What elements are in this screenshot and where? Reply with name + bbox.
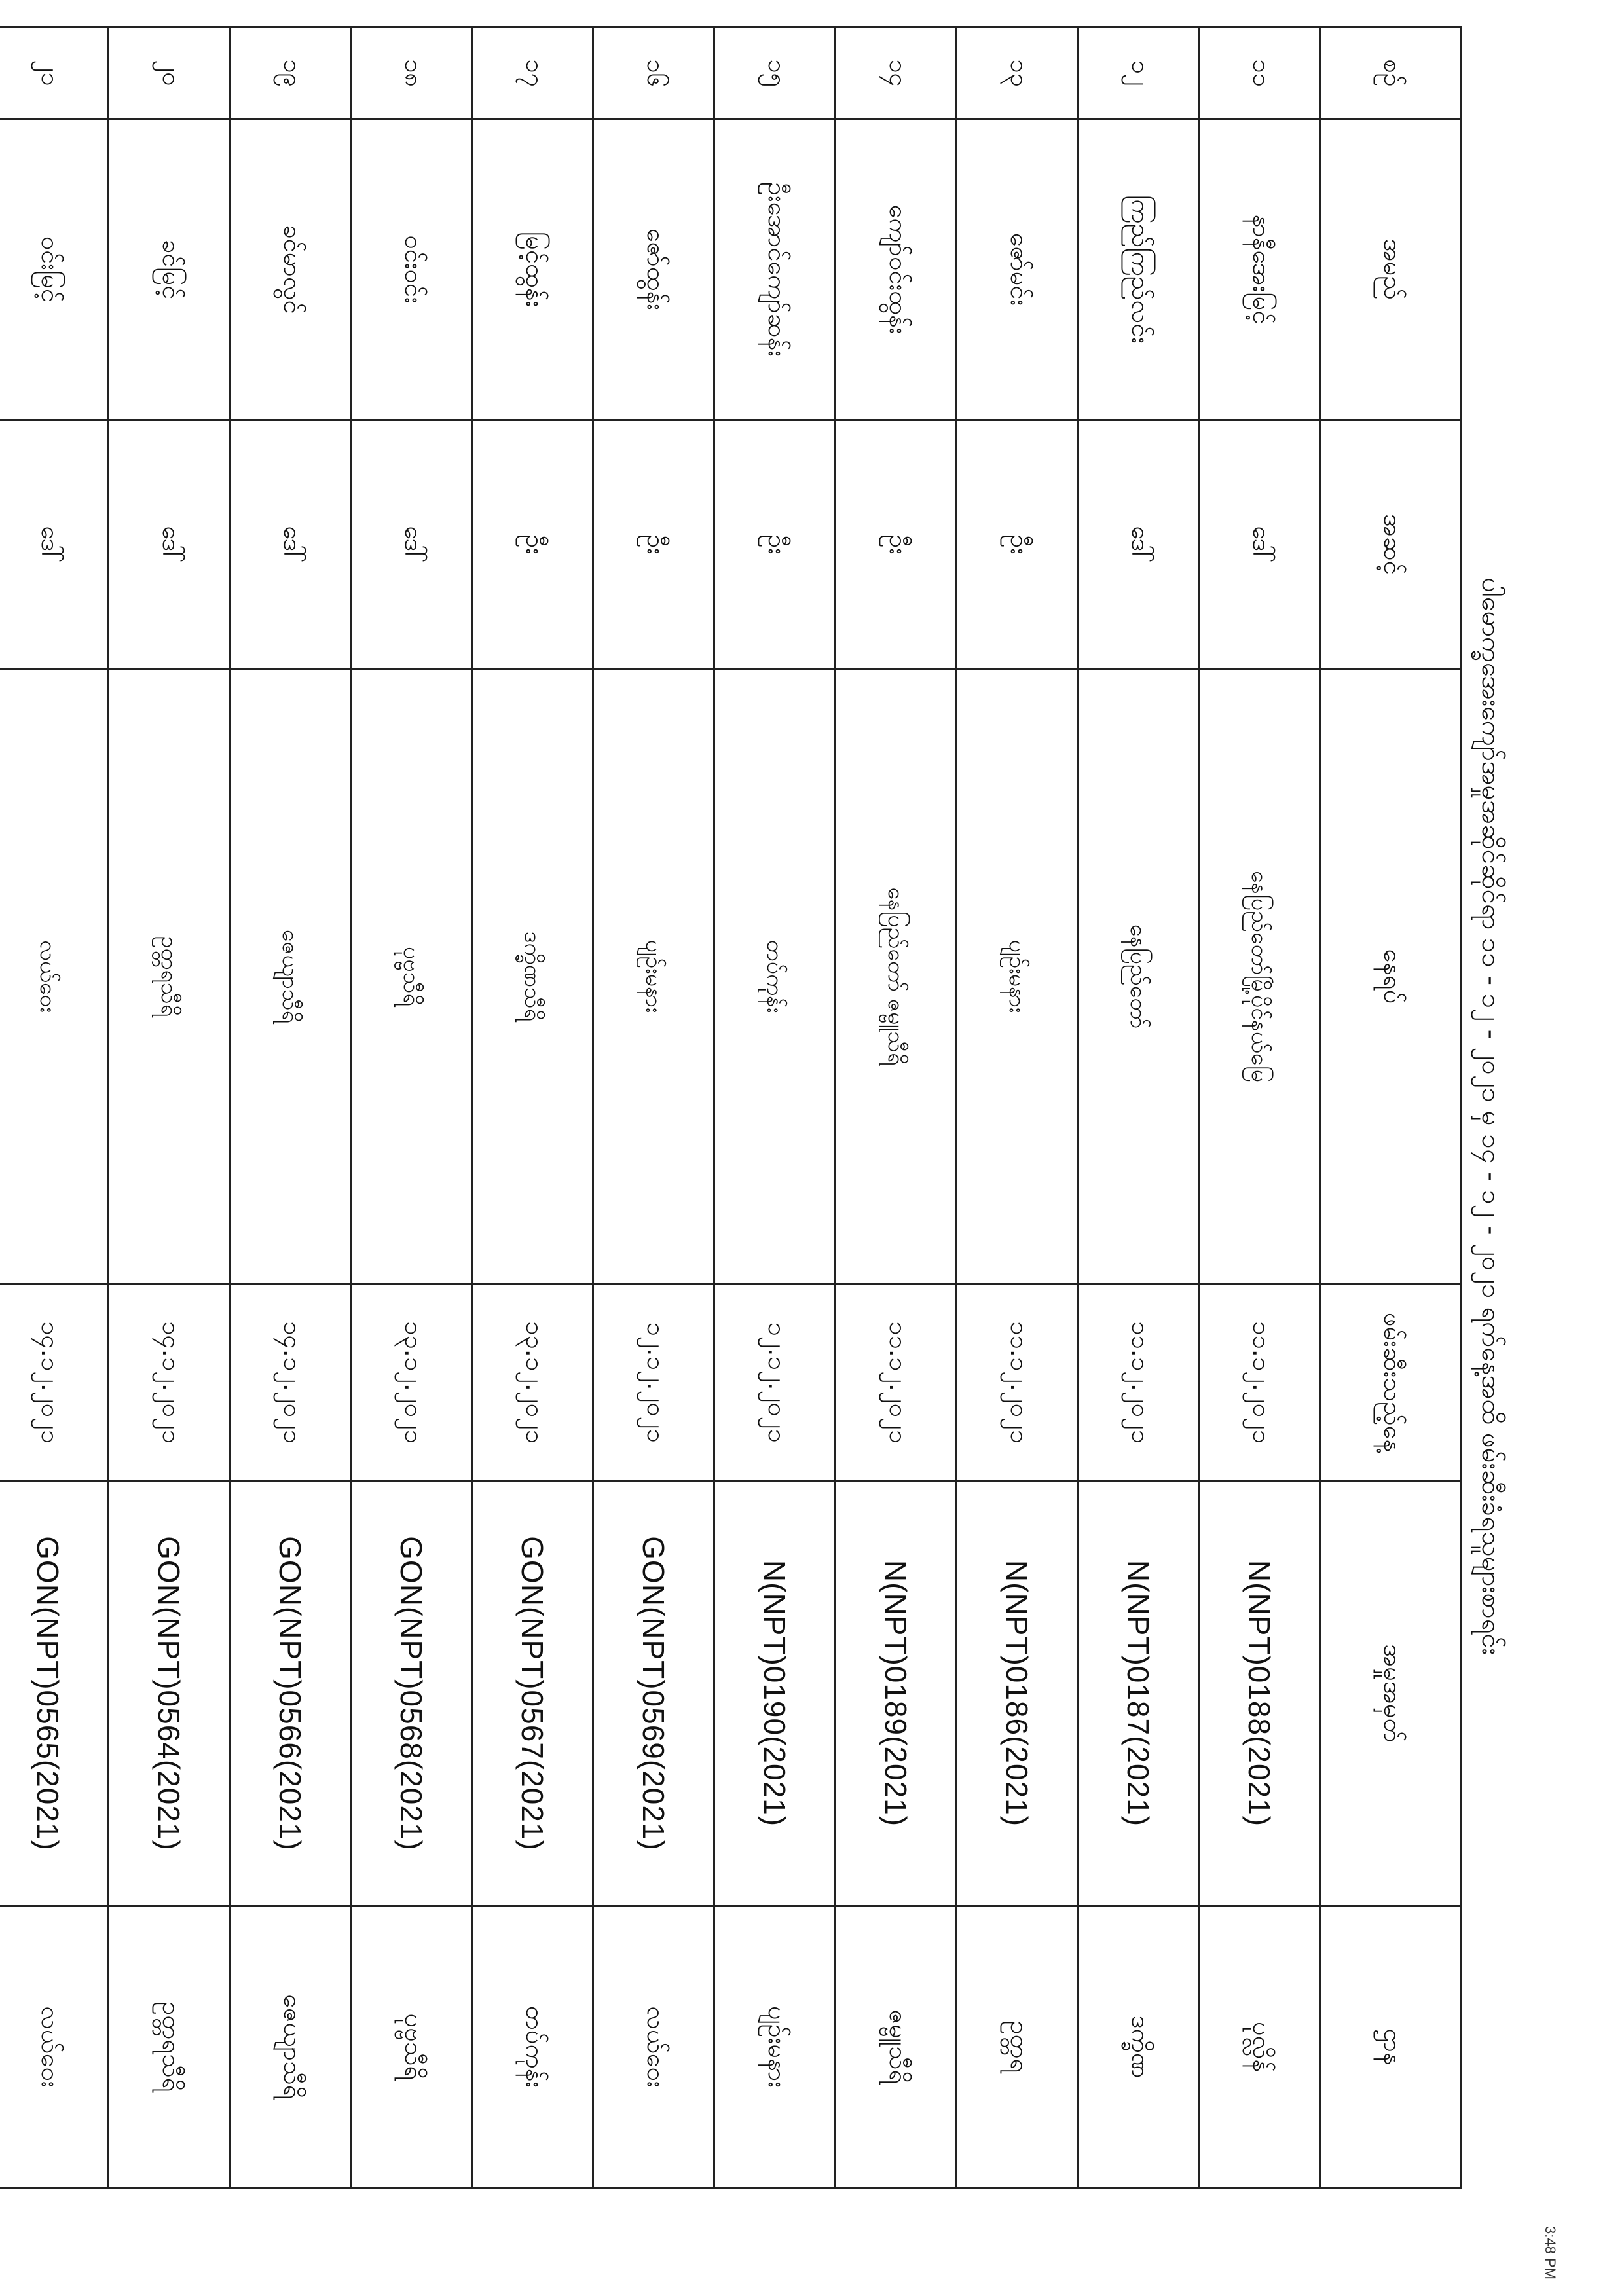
row-rank: ဒေါ် [0, 420, 109, 669]
row-rank: ဒေါ် [230, 420, 351, 669]
row-rank: ဒေါ် [1199, 420, 1320, 669]
row-case-number: GON(NPT)0566(2021) [230, 1481, 351, 1906]
row-department: လယ်ဝေး [0, 1906, 109, 2188]
row-number: ၁၃ [957, 27, 1078, 119]
row-name: ခင်မာလွင် [230, 119, 351, 420]
row-department: တပ်ကုန်း [472, 1906, 593, 2188]
detainee-table [0, 26, 1462, 2189]
header-rank: အဆင့် [1320, 420, 1461, 669]
row-address: ဥတ္တရသီရိ [109, 669, 230, 1285]
row-department: လယ်ဝေး [593, 1906, 714, 2188]
row-department: ဇမ္ဗူသီရိ [836, 1906, 957, 2188]
row-address: တပ်ကုန်း [714, 669, 836, 1285]
table-row [109, 27, 230, 2188]
row-rank: ဦး [714, 420, 836, 669]
row-number: ၁၂ [1078, 27, 1199, 119]
row-date: ၁၁.၁၂.၂၀၂၁ [836, 1285, 957, 1481]
header-case: အမှုအမှတ် [1320, 1481, 1461, 1906]
row-name: ဝင်းဝင်း [351, 119, 472, 420]
row-name: ကျော်ဝင်းထွန်း [836, 119, 957, 420]
row-date: ၁၁.၁၂.၂၀၂၁ [1078, 1285, 1199, 1481]
row-date: ၁၂.၁၂.၂၀၂၁ [593, 1285, 714, 1481]
row-case-number: GON(NPT)0569(2021) [593, 1481, 714, 1906]
table-row [472, 27, 593, 2188]
row-address: ပျဉ်းမနား [593, 669, 714, 1285]
timestamp: 3:48 PM [1542, 2226, 1559, 2280]
row-rank: ဦး [957, 420, 1078, 669]
header-address: နေရပ် [1320, 669, 1461, 1285]
row-department: ဥတ္တရ [957, 1906, 1078, 2188]
row-case-number: GON(NPT)0565(2021) [0, 1481, 109, 1906]
row-rank: ဒေါ် [1078, 420, 1199, 669]
row-rank: ဒေါ် [351, 420, 472, 669]
row-name: မြင့်ထွန်း [472, 119, 593, 420]
row-address: ဒက္ခိဏသီရိ [472, 669, 593, 1285]
header-name: အမည် [1320, 119, 1461, 420]
row-number: ၁၈ [351, 27, 472, 119]
header-date: ဖမ်းဆီးသည့်နေ့ [1320, 1285, 1461, 1481]
row-address: ဇေယျာသီရိ [230, 669, 351, 1285]
row-department: ပျဉ်းမနား [714, 1906, 836, 2188]
row-department: ဇေယျာသီရိ [230, 1906, 351, 2188]
row-department: ပုဗ္ဗသီရိ [351, 1906, 472, 2188]
row-case-number: N(NPT)0190(2021) [714, 1481, 836, 1906]
row-case-number: GON(NPT)0568(2021) [351, 1481, 472, 1906]
row-date: ၁၂.၁၂.၂၀၂၁ [714, 1285, 836, 1481]
row-case-number: N(NPT)0188(2021) [1199, 1481, 1320, 1906]
row-address: လယ်ဝေး [0, 669, 109, 1285]
table-header-row [1320, 27, 1461, 2188]
table-row [836, 27, 957, 2188]
table-row [0, 27, 109, 2188]
row-rank: ဦး [593, 420, 714, 669]
row-name: ခင်မြင့် [109, 119, 230, 420]
row-case-number: GON(NPT)0567(2021) [472, 1481, 593, 1906]
row-department: ပုလ္လိန် [1199, 1906, 1320, 2188]
row-number: ၁၁ [1199, 27, 1320, 119]
row-number: ၁၄ [836, 27, 957, 119]
row-number: ၁၉ [230, 27, 351, 119]
row-name: ကြည်ကြည်လင်း [1078, 119, 1199, 420]
row-address: ပုဗ္ဗသီရိ [351, 669, 472, 1285]
row-number: ၁၆ [593, 27, 714, 119]
row-name: နာနီအေးမြင့် [1199, 119, 1320, 420]
row-name: ဝင်းမြင့် [0, 119, 109, 420]
row-number: ၁၇ [472, 27, 593, 119]
row-case-number: N(NPT)0189(2021) [836, 1481, 957, 1906]
row-number: ၁၅ [714, 27, 836, 119]
row-date: ၁၄.၁၂.၂၀၂၁ [230, 1285, 351, 1481]
row-case-number: N(NPT)0187(2021) [1078, 1481, 1199, 1906]
row-date: ၁၃.၁၂.၂၀၂၁ [351, 1285, 472, 1481]
row-address: နေပြည်တော်မြို့ပိုင်နယ်မြေ [1199, 669, 1320, 1285]
table-row [1199, 27, 1320, 2188]
table-row [1078, 27, 1199, 2188]
table-row [714, 27, 836, 2188]
row-date: ၁၁.၁၂.၂၀၂၁ [957, 1285, 1078, 1481]
row-date: ၁၄.၁၂.၂၀၂၁ [109, 1285, 230, 1481]
row-date: ၁၄.၁၂.၂၀၂၁ [0, 1285, 109, 1481]
row-date: ၁၁.၁၂.၂၀၂၁ [1199, 1285, 1320, 1481]
row-department: ဒက္ခိဏ [1078, 1906, 1199, 2188]
row-date: ၁၃.၁၂.၂၀၂၁ [472, 1285, 593, 1481]
row-address: နေပြည်တော် ဇမ္ဗူသီရိ [836, 669, 957, 1285]
row-name: ဦးအောင်ကျော်ဆန်း [714, 119, 836, 420]
rotated-page [31, 26, 1514, 2206]
row-rank: ဒေါ် [109, 420, 230, 669]
table-row [957, 27, 1078, 2188]
row-number: ၂၁ [0, 27, 109, 119]
row-case-number: GON(NPT)0564(2021) [109, 1481, 230, 1906]
table-row [230, 27, 351, 2188]
row-name: ဇော်ထွန်း [593, 119, 714, 420]
row-rank: ဦး [472, 420, 593, 669]
row-rank: ဦး [836, 420, 957, 669]
header-no: စဉ် [1320, 27, 1461, 119]
row-department: ဥတ္တရသီရိ [109, 1906, 230, 2188]
row-case-number: N(NPT)0186(2021) [957, 1481, 1078, 1906]
table-row [351, 27, 472, 2188]
row-address: ပျဉ်းမနား [957, 669, 1078, 1285]
header-dept: ဌာန [1320, 1906, 1461, 2188]
table-row [593, 27, 714, 2188]
row-address: နေပြည်တော် [1078, 669, 1199, 1285]
row-name: ဇော်မင်း [957, 119, 1078, 420]
row-number: ၂၀ [109, 27, 230, 119]
document-title: ပါမောက္ခအေးကျော်အမှုအဆိုင်ဆိုင်ရာ ၁၁ - ၁၂ - ၂၀၂၁ မှ ၁၄ - ၁၂ - ၂၀၂၁ ရက်နေ့အထိ ဖမ်းဆီးခံရသူများစာရင်း [1476, 577, 1506, 1655]
